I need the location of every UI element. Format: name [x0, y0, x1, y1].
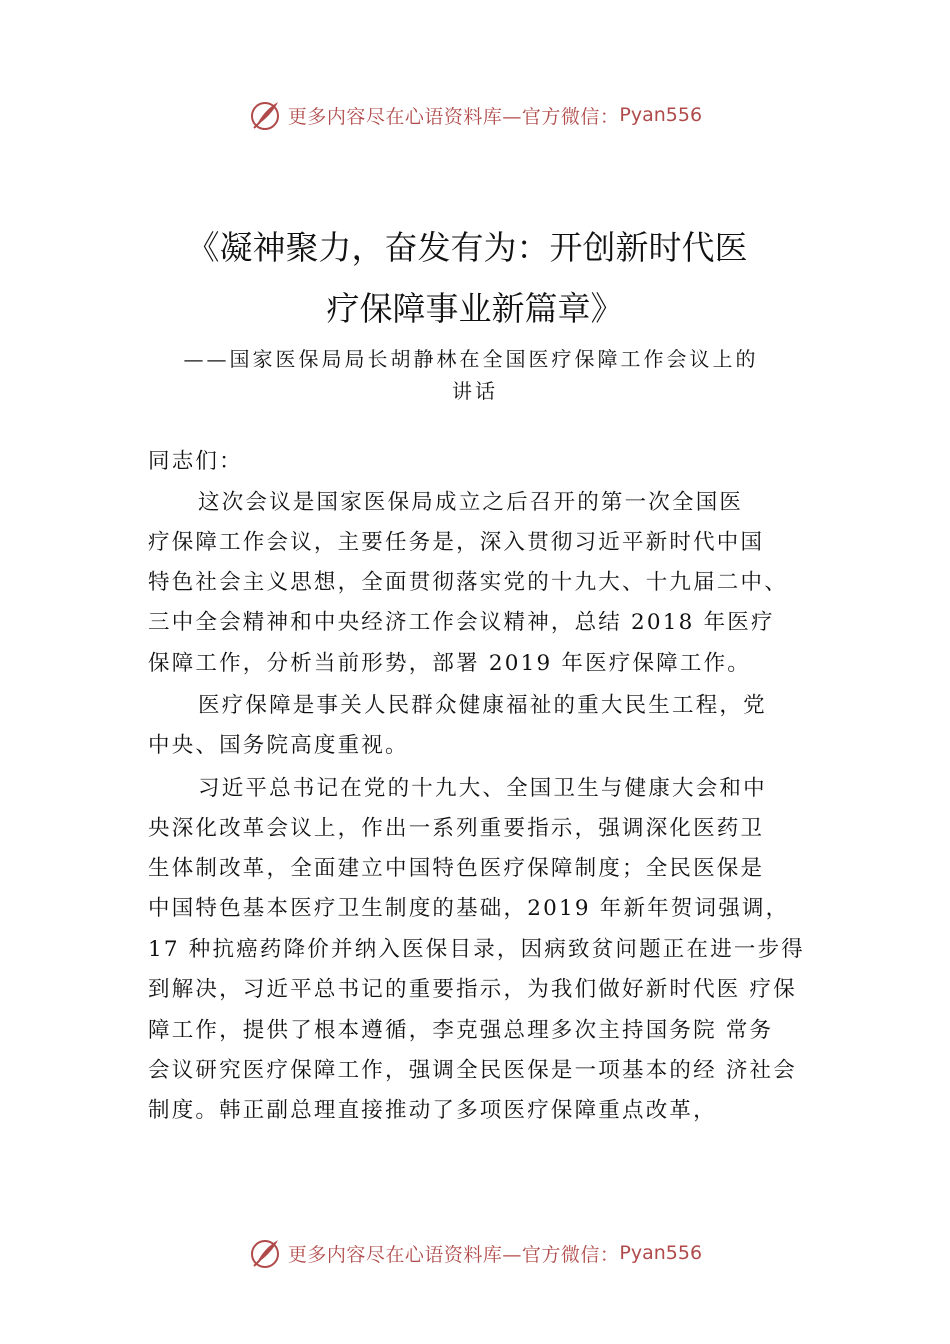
- body-line: 疗保障工作会议，主要任务是，深入贯彻习近平新时代中国: [148, 530, 765, 555]
- body-line: 习近平总书记在党的十九大、全国卫生与健康大会和中: [198, 776, 767, 801]
- document-subtitle-line-1: ——国家医保局局长胡静林在全国医疗保障工作会议上的: [183, 347, 759, 371]
- body-line: 中国特色基本医疗卫生制度的基础，2019 年新年贺词强调，: [148, 896, 790, 921]
- watermark-footer: [0, 1233, 950, 1273]
- document-title-line-2: 疗保障事业新篇章》: [326, 289, 624, 328]
- watermark-header: [0, 95, 950, 135]
- body-line: 中央、国务院高度重视。: [148, 733, 409, 758]
- body-line: 央深化改革会议上，作出一系列重要指示，强调深化医药卫: [148, 816, 765, 841]
- body-line: 特色社会主义思想，全面贯彻落实党的十九大、十九届二中、: [148, 570, 788, 595]
- watermark-text: 更多内容尽在心语资料库—官方微信：: [287, 105, 620, 128]
- watermark-text: 更多内容尽在心语资料库—官方微信：: [287, 1243, 620, 1266]
- body-line: 制度。韩正副总理直接推动了多项医疗保障重点改革，: [148, 1098, 717, 1123]
- body-line: 到解决，习近平总书记的重要指示，为我们做好新时代医 疗保: [148, 977, 797, 1002]
- body-line: 17 种抗癌药降价并纳入医保目录，因病致贫问题正在进一步得: [148, 937, 805, 962]
- body-line: 障工作，提供了根本遵循，李克强总理多次主持国务院 常务: [148, 1018, 774, 1043]
- document-subtitle-line-2: 讲话: [452, 379, 498, 403]
- body-line: 生体制改革，全面建立中国特色医疗保障制度；全民医保是: [148, 856, 765, 881]
- body-line: 会议研究医疗保障工作，强调全民医保是一项基本的经 济社会: [148, 1058, 797, 1083]
- body-line: 医疗保障是事关人民群众健康福祉的重大民生工程，党: [198, 693, 767, 718]
- salutation: 同志们：: [148, 449, 243, 474]
- feather-pen-logo-icon: [248, 98, 282, 132]
- document-title-line-1: 《凝神聚力，奋发有为：开创新时代医: [186, 228, 748, 267]
- body-line: 保障工作，分析当前形势，部署 2019 年医疗保障工作。: [148, 651, 751, 676]
- watermark-wechat-id: Pyan556: [619, 104, 703, 126]
- feather-pen-logo-icon: [248, 1236, 282, 1270]
- watermark-wechat-id: Pyan556: [619, 1242, 703, 1264]
- body-line: 三中全会精神和中央经济工作会议精神，总结 2018 年医疗: [148, 610, 775, 635]
- body-line: 这次会议是国家医保局成立之后召开的第一次全国医: [198, 490, 744, 515]
